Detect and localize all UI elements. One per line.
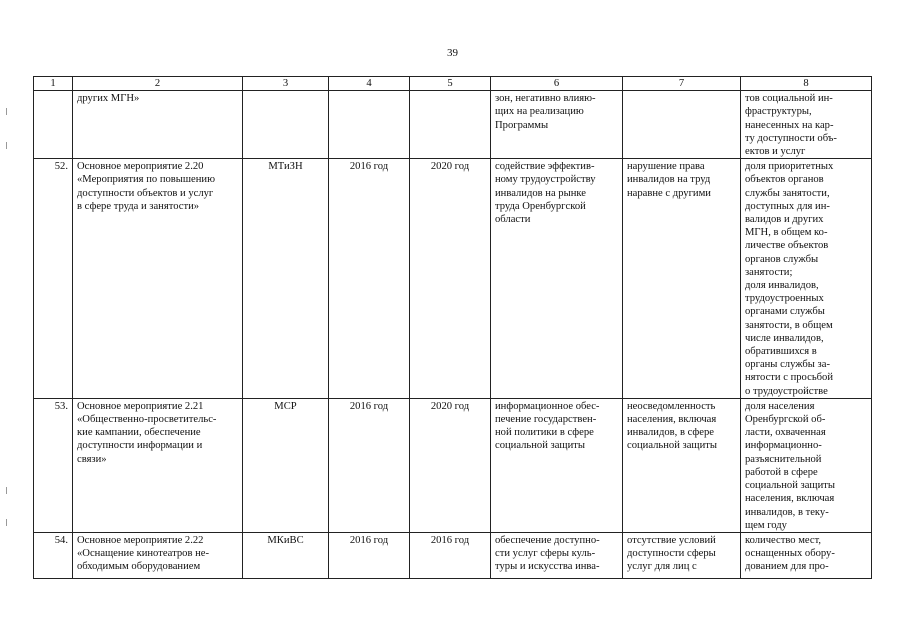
scan-margin-mark — [6, 142, 7, 149]
consequence-cell — [623, 532, 741, 578]
cell-content: 54. — [54, 534, 68, 546]
row-number-cell — [34, 532, 73, 578]
end-year-cell: 2020 год — [410, 159, 491, 399]
expected-result-cell — [491, 532, 623, 578]
start-year-cell — [329, 91, 410, 159]
executor-cell — [243, 532, 329, 578]
measure-name-cell: Основное мероприятие 2.21 «Общественно-просветительс- кие кампании, обеспечение доступности информации и связи» — [73, 398, 243, 532]
column-header: 6 — [491, 77, 623, 91]
column-header: 8 — [741, 77, 872, 91]
cell-content: 2016 год — [349, 534, 389, 546]
measure-name-cell: Основное мероприятие 2.20 «Мероприятия по повышению доступности объектов и услуг в сфере труда и занятости» — [73, 159, 243, 399]
scan-margin-mark — [6, 487, 7, 494]
start-year-cell — [329, 532, 410, 578]
end-year-cell — [410, 532, 491, 578]
page-number: 39 — [447, 47, 458, 59]
expected-result-cell: содействие эффектив- ному трудоустройству инвалидов на рынке труда Оренбургской области — [491, 159, 623, 399]
cell-content: МКиВС — [267, 534, 304, 546]
cell-content: Основное мероприятие 2.22 «Оснащение кинотеатров не- обходимым оборудованием — [77, 534, 210, 573]
measures-table — [33, 76, 872, 579]
indicator-cell: тов социальной ин- фраструктуры, нанесенных на кар- ту доступности объ- ектов и услуг — [741, 91, 872, 159]
expected-result-cell: информационное обес- печение государствен- ной политики в сфере социальной защиты — [491, 398, 623, 532]
cell-content: обеспечение доступно- сти услуг сферы куль- туры и искусства инва- — [495, 534, 600, 573]
indicator-cell: доля населения Оренбургской об- ласти, охваченная информационно- разъяснительной работой в сфере социальной защиты населения, включая инвалидов, в теку- щем году — [741, 398, 872, 532]
header-row — [34, 77, 872, 91]
column-header: 4 — [329, 77, 410, 91]
table-row — [34, 532, 872, 578]
cell-content: отсутствие условий доступности сферы услуг для лиц с — [627, 534, 716, 573]
indicator-cell: доля приоритетных объектов органов службы занятости, доступных для ин- валидов и других МГН, в общем ко- личестве объектов органов службы занятости; доля инвалидов, трудоустроенных органами службы занятости, в общем числе инвалидов, обратившихся в органы службы за- нятости с просьбой о трудоустройстве — [741, 159, 872, 399]
column-header: 5 — [410, 77, 491, 91]
column-header: 1 — [34, 77, 73, 91]
consequence-cell: нарушение права инвалидов на труд наравне с другими — [623, 159, 741, 399]
measure-name-cell: других МГН» — [73, 91, 243, 159]
column-header: 2 — [73, 77, 243, 91]
row-number-cell: 53. — [34, 398, 73, 532]
measure-name-cell — [73, 532, 243, 578]
consequence-cell: неосведомленность населения, включая инвалидов, в сфере социальной защиты — [623, 398, 741, 532]
indicator-cell — [741, 532, 872, 578]
column-header: 3 — [243, 77, 329, 91]
table-row — [34, 91, 872, 159]
consequence-cell — [623, 91, 741, 159]
start-year-cell: 2016 год — [329, 159, 410, 399]
row-number-cell — [34, 91, 73, 159]
executor-cell: МСР — [243, 398, 329, 532]
cell-content: количество мест, оснащенных обору- дованием для про- — [745, 534, 835, 573]
scan-margin-mark — [6, 519, 7, 526]
scan-margin-mark — [6, 108, 7, 115]
cell-content: 2016 год — [430, 534, 470, 546]
table-row — [34, 159, 872, 399]
row-number-cell: 52. — [34, 159, 73, 399]
start-year-cell: 2016 год — [329, 398, 410, 532]
executor-cell — [243, 91, 329, 159]
end-year-cell — [410, 91, 491, 159]
expected-result-cell: зон, негативно влияю- щих на реализацию Программы — [491, 91, 623, 159]
table-row — [34, 398, 872, 532]
executor-cell: МТиЗН — [243, 159, 329, 399]
column-header: 7 — [623, 77, 741, 91]
end-year-cell: 2020 год — [410, 398, 491, 532]
